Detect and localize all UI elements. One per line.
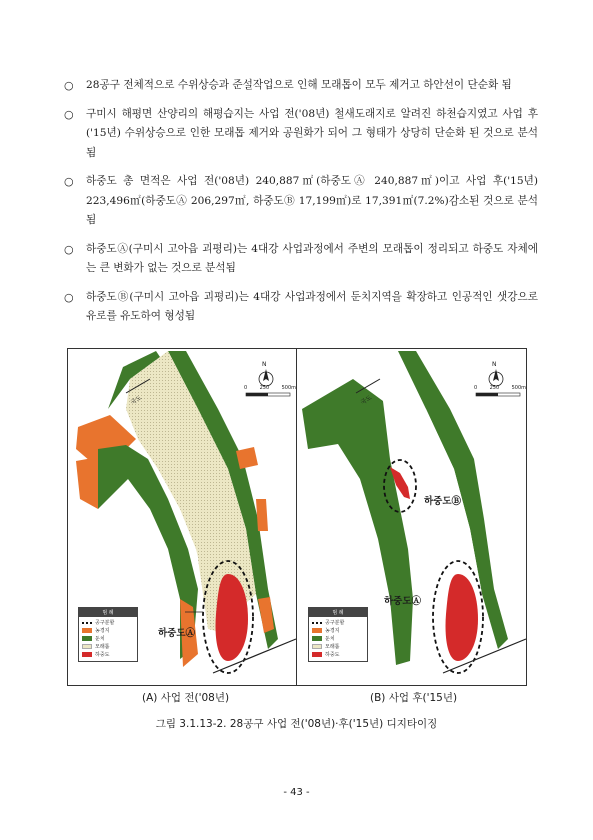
island-b-label: 하중도Ⓑ bbox=[424, 496, 462, 507]
circle-bullet-icon: ○ bbox=[64, 175, 74, 188]
legend-title: 범 례 bbox=[309, 608, 367, 617]
bullet-item: ○ 하중도Ⓐ(구미시 고아읍 괴평리)는 4대강 사업과정에서 주변의 모래톱이 정리되고 하중도 자체에는 큰 변화가 없는 것으로 분석됨 bbox=[62, 240, 538, 279]
north-label: N bbox=[492, 361, 497, 368]
farmland-area bbox=[236, 447, 258, 469]
circle-bullet-icon: ○ bbox=[64, 107, 74, 121]
map-legend bbox=[308, 607, 368, 662]
bullet-list bbox=[62, 76, 538, 336]
legend-item: 둔치 bbox=[312, 635, 364, 642]
sub-caption-after: (B) 사업 후('15년) bbox=[370, 692, 458, 704]
legend-item: 모래톱 bbox=[82, 643, 134, 650]
figure-caption: 그림 3.1.13-2. 28공구 사업 전('08년)·후('15년) 디지타이징 bbox=[155, 718, 438, 730]
bullet-item: ○ 하중도 총 면적은 사업 전('08년) 240,887㎡(하중도Ⓐ 240,887㎡)이고 사업 후('15년) 223,496㎡(하중도Ⓐ 206,297㎡, 하중도Ⓑ 17,199㎡)로 17,391㎡(7.2%)감소된 것으로 분석됨 bbox=[62, 172, 538, 231]
bullet-item: ○ 28공구 전체적으로 수위상승과 준설작업으로 인해 모래톱이 모두 제거고 하안선이 단순화 됨 bbox=[62, 76, 538, 96]
farmland-area bbox=[256, 499, 268, 531]
legend-item: 공구분할 bbox=[312, 619, 364, 626]
bullet-item: ○ 하중도Ⓑ(구미시 고아읍 괴평리)는 4대강 사업과정에서 둔치지역을 확장하고 인공적인 샛강으로 유로를 유도하여 형성됨 bbox=[62, 288, 538, 327]
map-figure bbox=[67, 348, 527, 686]
legend-item: 하중도 bbox=[82, 651, 134, 658]
circle-bullet-icon: ○ bbox=[64, 242, 74, 256]
legend-item: 모래톱 bbox=[312, 643, 364, 650]
page-number: - 43 - bbox=[283, 787, 310, 798]
north-arrow-icon bbox=[259, 369, 273, 386]
circle-bullet-icon: ○ bbox=[64, 290, 74, 304]
road-label: 국도 bbox=[359, 394, 374, 407]
scale-labels: 0 250 500m bbox=[474, 385, 526, 391]
map-legend bbox=[78, 607, 138, 662]
road-label: 국도 bbox=[129, 394, 144, 407]
legend-item: 농경지 bbox=[312, 627, 364, 634]
farmland-area bbox=[76, 457, 98, 509]
circle-bullet-icon: ○ bbox=[64, 79, 74, 92]
island-a-label: 하중도Ⓐ bbox=[384, 596, 422, 607]
farmland-area bbox=[258, 597, 274, 633]
legend-item: 농경지 bbox=[82, 627, 134, 634]
north-label: N bbox=[262, 361, 267, 368]
sub-caption-before: (A) 사업 전('08년) bbox=[142, 692, 230, 704]
island-a-label: 하중도Ⓐ bbox=[158, 628, 196, 639]
legend-title: 범 례 bbox=[79, 608, 137, 617]
scale-labels: 0 250 500m bbox=[244, 385, 296, 391]
legend-item: 하중도 bbox=[312, 651, 364, 658]
bullet-item: ○ 구미시 해평면 산양리의 해평습지는 사업 전('08년) 철새도래지로 알려진 하천습지였고 사업 후('15년) 수위상승으로 인한 모래톱 제거와 공원화가 되어 그 형태가 상당히 단순화 된 것으로 분석됨 bbox=[62, 105, 538, 164]
legend-item: 둔치 bbox=[82, 635, 134, 642]
north-arrow-icon bbox=[489, 369, 503, 386]
legend-item: 공구분할 bbox=[82, 619, 134, 626]
